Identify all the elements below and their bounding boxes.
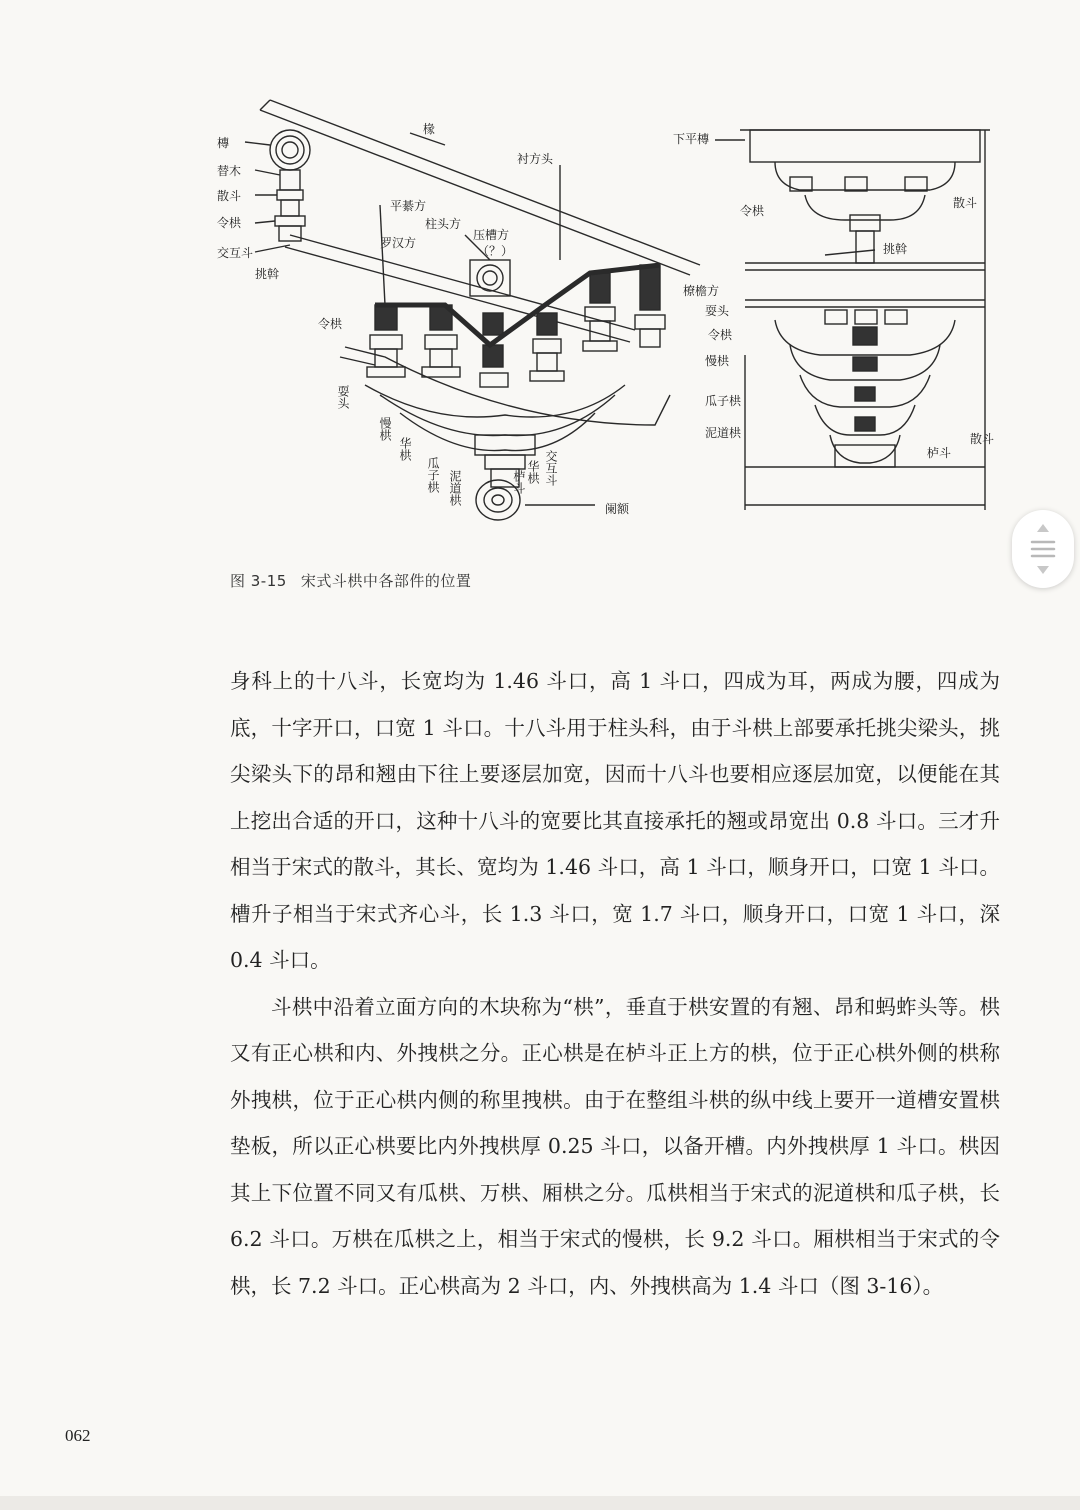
label-ludou-v: 栌斗 — [512, 470, 526, 494]
label-lan-e: 阑额 — [605, 502, 630, 516]
label-liaoyanfang: 橑檐方 — [683, 284, 720, 298]
label-sandou: 散斗 — [217, 189, 242, 203]
label-tiaowo: 挑斡 — [255, 267, 280, 281]
label-guazigong: 瓜子栱 — [705, 394, 742, 408]
label-chenfangtou: 衬方头 — [517, 152, 554, 166]
label-jiaohudou: 交互斗 — [217, 246, 254, 260]
label-shuatou-v: 耍头 — [336, 385, 350, 409]
dougong-drawing — [215, 95, 1005, 535]
label-linggong: 令栱 — [217, 216, 242, 230]
label-luohanfang: 罗汉方 — [380, 236, 417, 250]
label-sandou-r1: 散斗 — [953, 196, 978, 210]
label-shuatou: 耍头 — [705, 304, 730, 318]
label-mangong: 慢栱 — [705, 354, 730, 368]
label-tuan: 槫 — [217, 136, 230, 150]
label-tiaowo-r: 挑斡 — [883, 242, 908, 256]
label-timu: 替木 — [217, 164, 242, 178]
label-chuan: 椽 — [423, 122, 436, 136]
label-yacaofang: 压槽方 — [473, 228, 510, 242]
bottom-edge — [0, 1496, 1080, 1510]
paragraph-1: 身科上的十八斗，长宽均为 1.46 斗口，高 1 斗口，四成为耳，两成为腰，四成为底，十字开口，口宽 1 斗口。十八斗用于柱头科，由于斗栱上部要承托挑尖梁头，挑尖梁头下的昂和翘由下往上要逐层加宽，因而十八斗也要相应逐层加宽，以便能在其上挖出合适的开口，这种十八斗的宽要比其直接承托的翘或昂宽出 0.8 斗口。三才升相当于宋式的散斗，其长、宽均为 1.46 斗口，高 1 斗口，顺身开口，口宽 1 斗口。槽升子相当于宋式齐心斗，长 1.3 斗口，宽 1.7 斗口，顺身开口，口宽 1 斗口，深 0.4 斗口。 — [230, 669, 1000, 972]
label-linggong-left: 令栱 — [318, 317, 343, 331]
label-nidaogong-v: 泥道栱 — [448, 470, 462, 506]
scroll-handle[interactable] — [1012, 510, 1074, 588]
label-yacaofang-q: （？） — [477, 244, 514, 258]
page-number: 062 — [65, 1426, 91, 1445]
label-huagong-v: 华栱 — [398, 437, 412, 461]
body-text — [230, 658, 1000, 1309]
label-guazigong-v: 瓜子栱 — [426, 457, 440, 493]
label-ludou: 栌斗 — [927, 446, 952, 460]
label-linggong2: 令栱 — [708, 328, 733, 342]
label-mangong-v: 慢栱 — [378, 417, 392, 441]
label-zhutoufang: 柱头方 — [425, 217, 462, 231]
paragraph-2: 斗栱中沿着立面方向的木块称为“栱”，垂直于栱安置的有翘、昂和蚂蚱头等。栱又有正心栱和内、外拽栱之分。正心栱是在栌斗正上方的栱，位于正心栱外侧的栱称外拽栱，位于正心栱内侧的称里拽栱。由于在整组斗栱的纵中线上要开一道槽安置栱垫板，所以正心栱要比内外拽栱厚 0.25 斗口，以备开槽。内外拽栱厚 1 斗口。栱因其上下位置不同又有瓜栱、万栱、厢栱之分。瓜栱相当于宋式的泥道栱和瓜子栱，长 6.2 斗口。万栱在瓜栱之上，相当于宋式的慢栱，长 9.2 斗口。厢栱相当于宋式的令栱，长 7.2 斗口。正心栱高为 2 斗口，内、外拽栱高为 1.4 斗口（图 3-16）。 — [230, 994, 1000, 1298]
bracket-set-diagram — [215, 95, 1005, 535]
label-jiaohudou-v: 交互斗 — [544, 450, 558, 486]
label-sandou-r2: 散斗 — [970, 432, 995, 446]
label-pingqifang: 平綦方 — [390, 199, 427, 213]
label-linggong-r1: 令栱 — [740, 204, 765, 218]
scroll-handle-icon — [1012, 510, 1074, 588]
label-nidaogong: 泥道栱 — [705, 426, 742, 440]
figure-title: 宋式斗栱中各部件的位置 — [300, 572, 472, 590]
label-huagong-v2: 华栱 — [526, 460, 540, 484]
figure-number: 图 3-15 — [230, 572, 287, 590]
figure-caption — [230, 570, 471, 591]
label-xiapingtuan: 下平槫 — [673, 132, 710, 146]
